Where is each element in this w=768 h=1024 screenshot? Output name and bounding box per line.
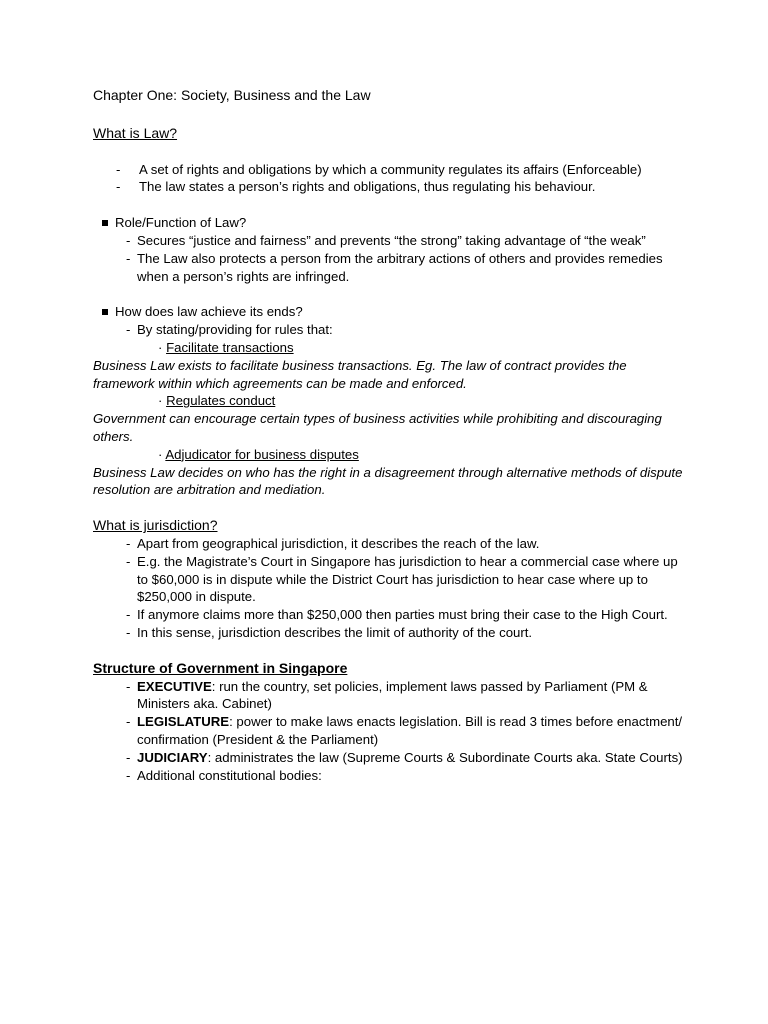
government-list — [93, 678, 683, 785]
sub-point-explanation: Business Law decides on who has the right in a disagreement through alternative methods of dispute resolution are arbitration and mediation. — [93, 464, 683, 498]
list-item — [93, 749, 683, 767]
list-item: - Secures “justice and fairness” and prevents “the strong” taking advantage of “the weak” — [93, 232, 683, 250]
list-item: - E.g. the Magistrate’s Court in Singapore has jurisdiction to hear a commercial case where up to $60,000 is in dispute while the District Court has jurisdiction to hear case where up to $250,000 in dispute. — [93, 553, 683, 606]
list-item: - If anymore claims more than $250,000 then parties must bring their case to the High Court. — [93, 606, 683, 624]
branch-description: : run the country, set policies, implement laws passed by Parliament (PM & Ministers aka. Cabinet) — [137, 678, 648, 712]
branch-term: EXECUTIVE — [137, 678, 212, 694]
chapter-title: Chapter One: Society, Business and the Law — [93, 87, 371, 103]
list-item — [93, 767, 683, 785]
branch-term: JUDICIARY — [137, 749, 208, 765]
list-item: - Apart from geographical jurisdiction, it describes the reach of the law. — [93, 535, 683, 553]
list-item — [93, 713, 683, 749]
jurisdiction-list — [93, 535, 683, 642]
role-of-law-list — [93, 232, 683, 285]
list-item: - In this sense, jurisdiction describes the limit of authority of the court. — [93, 624, 683, 642]
branch-description: : administrates the law (Supreme Courts & Subordinate Courts aka. State Courts) — [207, 749, 683, 765]
achieve-ends-label: How does law achieve its ends? — [93, 303, 683, 321]
document-body — [93, 87, 683, 784]
sub-point-explanation: Government can encourage certain types of business activities while prohibiting and discouraging others. — [93, 411, 662, 444]
list-item: - The law states a person’s rights and obligations, thus regulating his behaviour. — [93, 178, 683, 196]
branch-description: Additional constitutional bodies: — [137, 767, 322, 783]
sub-point-explanation: Business Law exists to facilitate business transactions. Eg. The law of contract provides the framework within which agreements can be made and enforced. — [93, 357, 627, 391]
list-item: - The Law also protects a person from the arbitrary actions of others and provides remedies when a person’s rights are infringed. — [93, 250, 683, 286]
sub-point-label: Adjudicator for business disputes — [165, 446, 359, 462]
list-item — [93, 678, 683, 714]
sub-point-regulates: · Regulates conduct — [158, 393, 276, 409]
law-definition-list — [93, 161, 683, 197]
achieve-intro-list — [93, 321, 683, 339]
branch-description: : power to make laws enacts legislation. Bill is read 3 times before enactment/ confirmation (President & the Parliament) — [137, 714, 683, 747]
sub-point-label: Facilitate transactions — [166, 339, 294, 355]
branch-term: LEGISLATURE — [137, 714, 230, 730]
section-heading-what-is-law: What is Law? — [93, 124, 178, 141]
list-item: - A set of rights and obligations by which a community regulates its affairs (Enforceable) — [93, 161, 683, 179]
list-item: - By stating/providing for rules that: — [93, 321, 683, 339]
role-of-law-label: Role/Function of Law? — [93, 214, 683, 232]
sub-point-adjudicator: · Adjudicator for business disputes — [158, 446, 359, 462]
section-heading-government: Structure of Government in Singapore — [93, 659, 348, 676]
sub-point-facilitate: · Facilitate transactions — [158, 339, 294, 355]
sub-point-label: Regulates conduct — [166, 393, 276, 409]
section-heading-jurisdiction: What is jurisdiction? — [93, 517, 218, 534]
